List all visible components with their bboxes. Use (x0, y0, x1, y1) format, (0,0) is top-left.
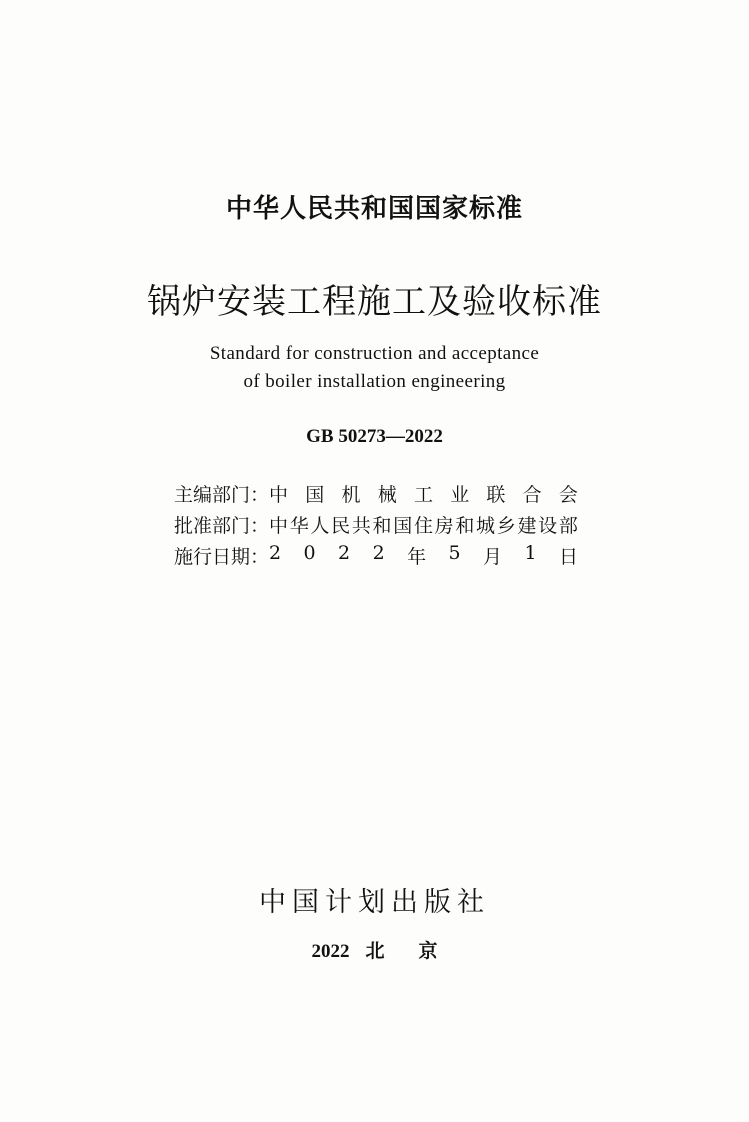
value-char: 民 (331, 515, 351, 537)
value-char: 共 (351, 515, 371, 537)
value-char: 2 (338, 542, 351, 564)
value-char: 华 (289, 515, 309, 537)
value-char: 建 (517, 515, 537, 537)
value-char: 住 (413, 515, 433, 537)
standard-series-title: 中华人民共和国国家标准 (225, 194, 523, 224)
document-title-chinese: 锅炉安装工程施工及验收标准 (147, 282, 602, 322)
value-char: 房 (434, 515, 454, 537)
value-char: 部 (558, 515, 578, 537)
value-char: 1 (524, 542, 537, 564)
publisher-name: 中国计划出版社 (259, 887, 490, 918)
value-char: 会 (558, 484, 578, 506)
value-char: 业 (450, 484, 470, 506)
publication-city-char-2: 京 (418, 941, 438, 962)
value-char: 2 (372, 542, 385, 564)
value-char: 0 (303, 542, 316, 564)
value-char: 日 (558, 546, 578, 568)
value-char: 和 (372, 515, 392, 537)
publication-place (0, 936, 749, 963)
value-char: 人 (310, 515, 330, 537)
publication-info (174, 478, 584, 571)
approver-row (174, 509, 584, 540)
value-char: 国 (305, 484, 325, 506)
value-char: 械 (377, 484, 397, 506)
publication-year: 2022 (311, 941, 350, 962)
english-title-line-2: of boiler installation engineering (243, 371, 506, 392)
value-char: 合 (522, 484, 542, 506)
value-char: 乡 (496, 515, 516, 537)
editor-label: 主编部门： (174, 484, 270, 506)
value-char: 城 (476, 515, 496, 537)
value-char: 机 (341, 484, 361, 506)
value-char: 联 (486, 484, 506, 506)
publication-city-char-1: 北 (365, 941, 385, 962)
effective-date-value (269, 542, 584, 569)
english-title-line-1: Standard for construction and acceptance (209, 343, 540, 364)
value-char: 月 (483, 546, 503, 568)
value-char: 年 (407, 546, 427, 568)
value-char: 国 (393, 515, 413, 537)
value-char: 和 (455, 515, 475, 537)
effective-date-row (174, 540, 584, 571)
document-title-english (0, 340, 749, 396)
approver-label: 批准部门： (174, 515, 270, 537)
value-char: 工 (413, 484, 433, 506)
value-char: 2 (269, 542, 282, 564)
value-char: 5 (448, 542, 461, 564)
editor-row (174, 478, 584, 509)
value-char: 设 (538, 515, 558, 537)
value-char: 中 (269, 515, 289, 537)
effective-date-label: 施行日期： (174, 546, 270, 568)
value-char: 中 (269, 484, 289, 506)
standard-code: GB 50273—2022 (306, 426, 443, 447)
approver-value (269, 511, 584, 538)
editor-value (269, 480, 584, 507)
